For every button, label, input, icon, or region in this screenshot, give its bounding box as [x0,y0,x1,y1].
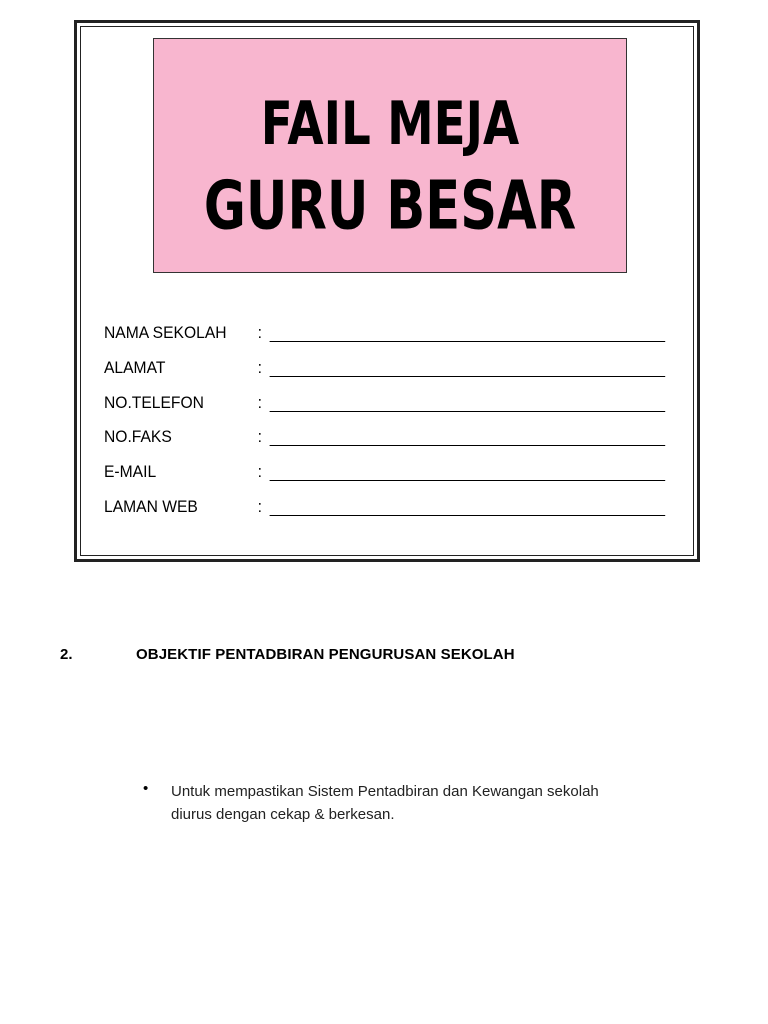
form-field-e-mail [104,462,619,484]
field-colon: : [257,497,262,516]
form-field-nama-sekolah [104,323,619,345]
field-blank-line [270,411,666,412]
section-number: 2. [60,646,73,663]
form-field-no-telefon [104,393,619,415]
field-colon: : [257,358,262,377]
field-blank-line [270,376,666,377]
field-blank-line [270,515,666,516]
field-label: ALAMAT [104,358,166,377]
cover-title-line2: GURU BESAR [203,167,577,246]
field-label: LAMAN WEB [104,497,198,516]
field-label: NAMA SEKOLAH [104,323,227,342]
field-blank-line [270,445,666,446]
section-title: OBJEKTIF PENTADBIRAN PENGURUSAN SEKOLAH [136,646,515,663]
field-colon: : [257,393,262,412]
field-label: E-MAIL [104,462,157,481]
field-colon: : [257,323,262,342]
cover-title-art [154,39,626,272]
field-colon: : [257,462,262,481]
cover-title-line1: FAIL MEJA [260,88,520,159]
title-box [153,38,627,273]
field-colon: : [257,427,262,446]
form-field-no-faks [104,427,619,449]
field-label: NO.FAKS [104,427,172,446]
bullet-icon: • [143,780,149,797]
form-field-laman-web [104,497,619,519]
field-blank-line [270,480,666,481]
bullet-text: Untuk mempastikan Sistem Pentadbiran dan Kewangan sekolah diurus dengan cekap & berkesan. [171,783,599,823]
field-blank-line [270,341,666,342]
form-field-alamat [104,358,619,380]
field-label: NO.TELEFON [104,393,204,412]
